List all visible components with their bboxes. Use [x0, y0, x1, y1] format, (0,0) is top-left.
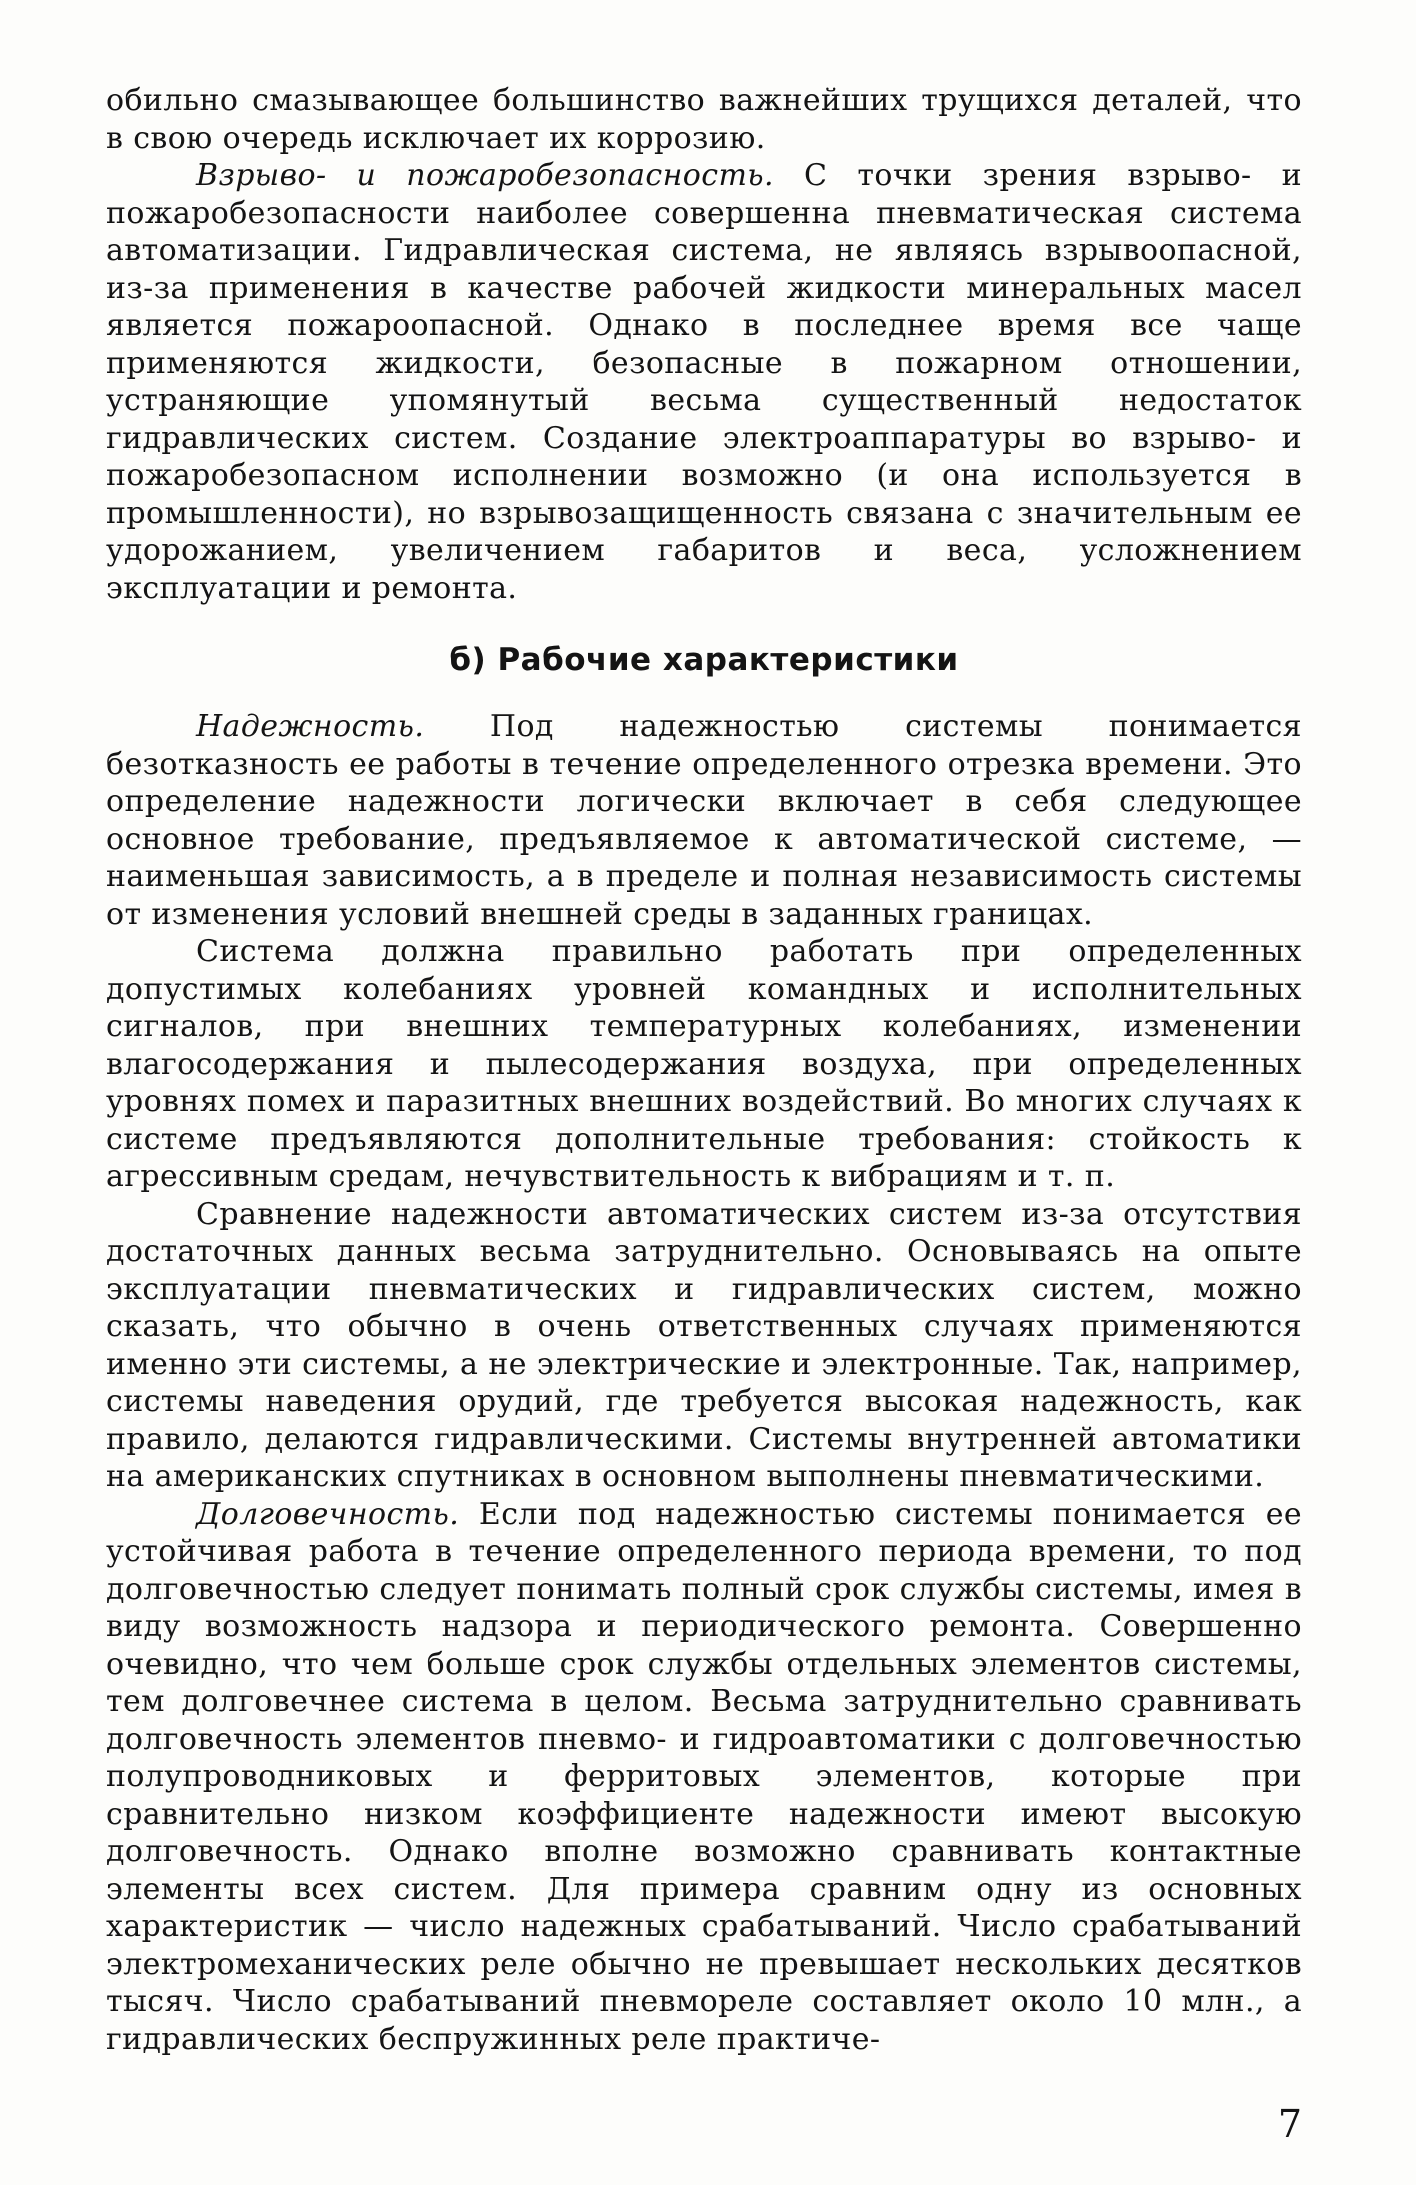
- paragraph-reliability: [106, 708, 1302, 933]
- text-block-bottom: [106, 708, 1302, 2058]
- section-heading: б) Рабочие характеристики: [449, 642, 959, 678]
- paragraph-operating-conditions: [106, 933, 1302, 1196]
- paragraph-durability: [106, 1496, 1302, 2059]
- paragraph-lead: Долговечность.: [196, 1496, 460, 1532]
- paragraph-reliability-comparison: [106, 1196, 1302, 1496]
- paragraph-explosion-safety: [106, 157, 1302, 607]
- paragraph-lead: Надежность.: [196, 709, 425, 744]
- paragraph-text: Сравнение надежности автоматических систем из-за отсутствия достаточных данных весьма затруднительно. Основываясь на опыте эксплуатации пневматических и гидравлических систем, можно сказать, что обычно в очень ответственных случаях применяются именно эти системы, а не электрические и электронные. Так, например, системы наведения орудий, где требуется высокая надежность, как правило, делаются гидравлическими. Системы внутренней автоматики на американских спутниках в основном выполнены пневматическими.: [106, 1196, 1302, 1494]
- paragraph-text: Система должна правильно работать при определенных допустимых колебаниях уровней командных и исполнительных сигналов, при внешних температурных колебаниях, изменении влагосодержания и пылесодержания воздуха, при определенных уровнях помех и паразитных внешних воздействий. Во многих случаях к системе предъявляются дополнительные требования: стойкость к агрессивным средам, нечувствительность к вибрациям и т. п.: [106, 934, 1302, 1194]
- text-block-top: [106, 82, 1302, 607]
- paragraph-text: Под надежностью системы понимается безотказность ее работы в течение определенного отрезка времени. Это определение надежности логически включает в себя следующее основное требование, предъявляемое к автоматической системе, — наименьшая зависимость, а в пределе и полная независимость системы от изменения условий внешней среды в заданных границах.: [106, 709, 1303, 932]
- paragraph-text: С точки зрения взрыво- и пожаробезопасности наиболее совершенна пневматическая система автоматизации. Гидравлическая система, не являясь взрывоопасной, из-за применения в качестве рабочей жидкости минеральных масел является пожароопасной. Однако в последнее время все чаще применяются жидкости, безопасные в пожарном отношении, устраняющие упомянутый весьма существенный недостаток гидравлических систем. Создание электроаппаратуры во взрыво- и пожаробезопасном исполнении возможно (и она используется в промышленности), но взрывозащищенность связана с значительным ее удорожанием, увеличением габаритов и веса, усложнением эксплуатации и ремонта.: [106, 158, 1302, 606]
- paragraph-text: Если под надежностью системы понимается ее устойчивая работа в течение определенного периода времени, то под долговечностью следует понимать полный срок службы системы, имея в виду возможность надзора и периодического ремонта. Совершенно очевидно, что чем больше срок службы отдельных элементов системы, тем долговечнее система в целом. Весьма затруднительно сравнивать долговечность элементов пневмо- и гидроавтоматики с долговечностью полупроводниковых и ферритовых элементов, которые при сравнительно низком коэффициенте надежности имеют высокую долговечность. Однако вполне возможно сравнивать контактные элементы всех систем. Для примера сравним одну из основных характеристик — число надежных срабатываний. Число срабатываний электромеханических реле обычно не превышает нескольких десятков тысяч. Число срабатываний пневмореле составляет около 10 млн., а гидравлических беспружинных реле практиче-: [106, 1496, 1303, 2057]
- paragraph-text: обильно смазывающее большинство важнейших трущихся деталей, что в свою очередь исключает их коррозию.: [106, 83, 1302, 156]
- paragraph-continuation: [106, 82, 1302, 157]
- page-number: 7: [1277, 2102, 1302, 2146]
- paragraph-lead: Взрыво- и пожаробезопасность.: [196, 158, 774, 193]
